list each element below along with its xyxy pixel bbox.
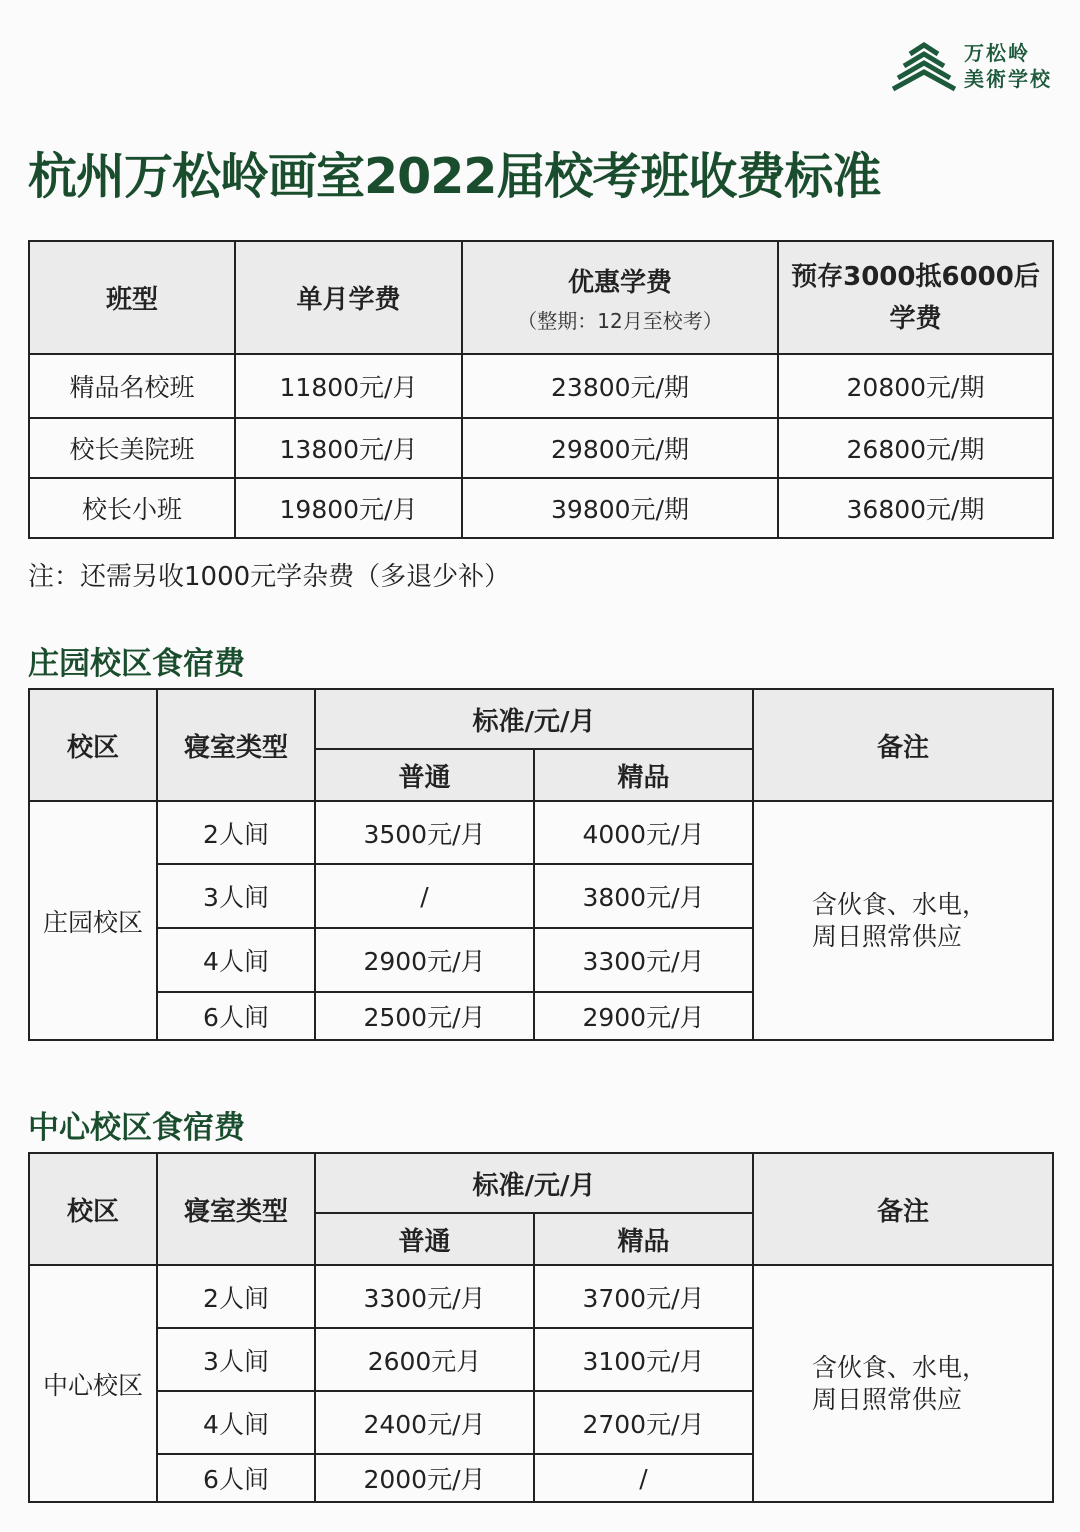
remark-line-1: 含伙食、水电， bbox=[812, 1352, 988, 1382]
header-prepaid: 预存3000抵6000后学费 bbox=[778, 241, 1053, 354]
tuition-table bbox=[28, 240, 1054, 539]
room-type: 3人间 bbox=[157, 864, 315, 928]
monthly-fee: 13800元/月 bbox=[235, 418, 462, 478]
room-type: 6人间 bbox=[157, 992, 315, 1040]
normal-fee: / bbox=[315, 864, 534, 928]
table-header-row bbox=[29, 689, 1053, 749]
header-room-type: 寝室类型 bbox=[157, 689, 315, 801]
pine-tree-icon bbox=[892, 40, 956, 92]
header-normal: 普通 bbox=[315, 1213, 534, 1265]
section-title: 庄园校区食宿费 bbox=[28, 646, 245, 682]
header-normal: 普通 bbox=[315, 749, 534, 801]
remark-line-1: 含伙食、水电， bbox=[812, 889, 988, 919]
header-campus: 校区 bbox=[29, 689, 157, 801]
campus-name: 中心校区 bbox=[29, 1265, 157, 1502]
table-header-row bbox=[29, 241, 1053, 354]
section-title: 中心校区食宿费 bbox=[28, 1110, 245, 1146]
prepaid-fee: 26800元/期 bbox=[778, 418, 1053, 478]
header-standard: 标准/元/月 bbox=[315, 1153, 753, 1213]
normal-fee: 2900元/月 bbox=[315, 928, 534, 992]
room-type: 2人间 bbox=[157, 801, 315, 864]
discount-fee: 29800元/期 bbox=[462, 418, 778, 478]
logo-line-2: 美術学校 bbox=[964, 67, 1052, 91]
board-table-zhuangyuan bbox=[28, 688, 1054, 1041]
header-class-type: 班型 bbox=[29, 241, 235, 354]
premium-fee: 3100元/月 bbox=[534, 1328, 753, 1391]
remark-line-2: 周日照常供应 bbox=[812, 1384, 963, 1414]
school-logo bbox=[892, 40, 1062, 96]
remark-line-2: 周日照常供应 bbox=[812, 921, 963, 951]
header-remark: 备注 bbox=[753, 689, 1053, 801]
normal-fee: 2500元/月 bbox=[315, 992, 534, 1040]
room-type: 3人间 bbox=[157, 1328, 315, 1391]
table-row bbox=[29, 418, 1053, 478]
table-row bbox=[29, 1265, 1053, 1328]
class-name: 校长美院班 bbox=[29, 418, 235, 478]
room-type: 4人间 bbox=[157, 1391, 315, 1454]
premium-fee: 3300元/月 bbox=[534, 928, 753, 992]
premium-fee: 3700元/月 bbox=[534, 1265, 753, 1328]
normal-fee: 2000元/月 bbox=[315, 1454, 534, 1502]
normal-fee: 2600元月 bbox=[315, 1328, 534, 1391]
discount-fee: 39800元/期 bbox=[462, 478, 778, 538]
header-premium: 精品 bbox=[534, 749, 753, 801]
logo-text bbox=[964, 40, 1052, 92]
remark-cell bbox=[753, 1265, 1053, 1502]
prepaid-fee: 36800元/期 bbox=[778, 478, 1053, 538]
header-monthly: 单月学费 bbox=[235, 241, 462, 354]
premium-fee: 3800元/月 bbox=[534, 864, 753, 928]
header-discount bbox=[462, 241, 778, 354]
header-remark: 备注 bbox=[753, 1153, 1053, 1265]
discount-fee: 23800元/期 bbox=[462, 354, 778, 418]
premium-fee: / bbox=[534, 1454, 753, 1502]
header-standard: 标准/元/月 bbox=[315, 689, 753, 749]
table-header-row bbox=[29, 1153, 1053, 1213]
class-name: 精品名校班 bbox=[29, 354, 235, 418]
fee-note: 注：还需另收1000元学杂费（多退少补） bbox=[28, 562, 511, 592]
premium-fee: 2700元/月 bbox=[534, 1391, 753, 1454]
page-title: 杭州万松岭画室2022届校考班收费标准 bbox=[28, 148, 881, 205]
remark-cell bbox=[753, 801, 1053, 1040]
table-row bbox=[29, 801, 1053, 864]
class-name: 校长小班 bbox=[29, 478, 235, 538]
campus-name: 庄园校区 bbox=[29, 801, 157, 1040]
logo-line-1: 万松岭 bbox=[964, 41, 1030, 65]
room-type: 6人间 bbox=[157, 1454, 315, 1502]
premium-fee: 4000元/月 bbox=[534, 801, 753, 864]
normal-fee: 2400元/月 bbox=[315, 1391, 534, 1454]
header-discount-note: （整期：12月至校考） bbox=[517, 308, 723, 333]
header-discount-label: 优惠学费 bbox=[567, 267, 672, 298]
board-table-center bbox=[28, 1152, 1054, 1503]
header-campus: 校区 bbox=[29, 1153, 157, 1265]
prepaid-fee: 20800元/期 bbox=[778, 354, 1053, 418]
normal-fee: 3500元/月 bbox=[315, 801, 534, 864]
room-type: 2人间 bbox=[157, 1265, 315, 1328]
normal-fee: 3300元/月 bbox=[315, 1265, 534, 1328]
table-row bbox=[29, 354, 1053, 418]
room-type: 4人间 bbox=[157, 928, 315, 992]
header-premium: 精品 bbox=[534, 1213, 753, 1265]
monthly-fee: 11800元/月 bbox=[235, 354, 462, 418]
table-row bbox=[29, 478, 1053, 538]
header-room-type: 寝室类型 bbox=[157, 1153, 315, 1265]
premium-fee: 2900元/月 bbox=[534, 992, 753, 1040]
monthly-fee: 19800元/月 bbox=[235, 478, 462, 538]
